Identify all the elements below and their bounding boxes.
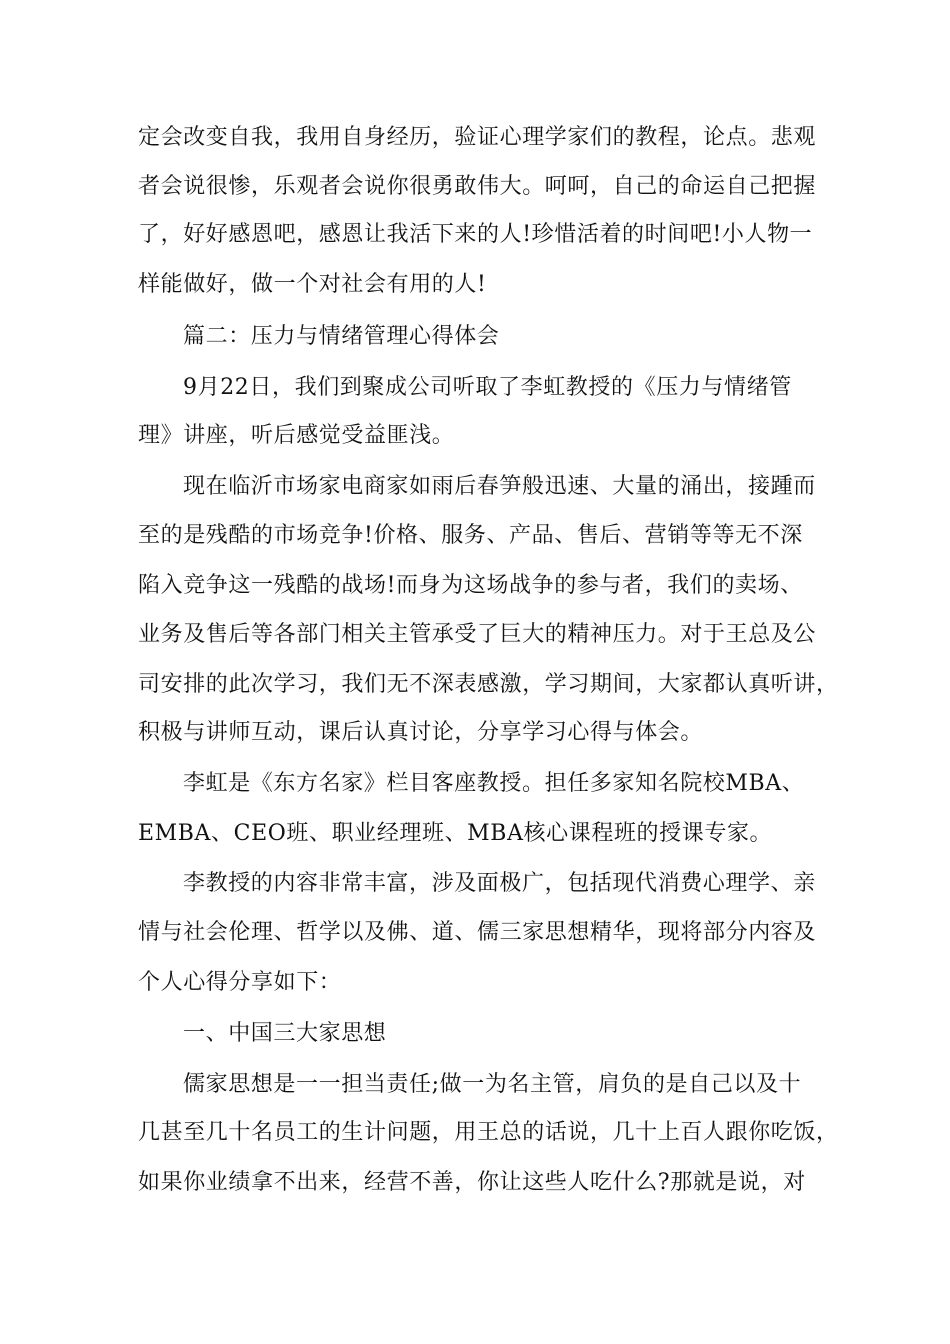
- text-line: 儒家思想是一一担当责任;做一为名主管，肩负的是自己以及十: [183, 1072, 802, 1097]
- text-line: 者会说很惨，乐观者会说你很勇敢伟大。呵呵，自己的命运自己把握: [138, 174, 817, 199]
- text-line: 了，好好感恩吧，感恩让我活下来的人!珍惜活着的时间吧!小人物一: [138, 222, 813, 247]
- text-line: 样能做好，做一个对社会有用的人!: [138, 272, 487, 297]
- text-line: 几甚至几十名员工的生计问题，用王总的话说，几十上百人跟你吃饭，: [138, 1120, 839, 1145]
- text-line: 至的是残酷的市场竞争!价格、服务、产品、售后、营销等等无不深: [138, 523, 803, 548]
- text-line: 现在临沂市场家电商家如雨后春笋般迅速、大量的涌出，接踵而: [183, 474, 816, 499]
- text-line: 个人心得分享如下：: [138, 970, 342, 995]
- text-line: 李教授的内容非常丰富，涉及面极广，包括现代消费心理学、亲: [183, 871, 816, 896]
- text-line: 司安排的此次学习，我们无不深表感激，学习期间，大家都认真听讲，: [138, 672, 839, 697]
- text-line: 9月22日，我们到聚成公司听取了李虹教授的《压力与情绪管: [183, 375, 792, 400]
- text-line: 理》讲座，听后感觉受益匪浅。: [138, 423, 455, 448]
- text-line: 如果你业绩拿不出来，经营不善，你让这些人吃什么?那就是说，对: [138, 1170, 806, 1195]
- text-line: 情与社会伦理、哲学以及佛、道、儒三家思想精华，现将部分内容及: [138, 920, 817, 945]
- text-line: 业务及售后等各部门相关主管承受了巨大的精神压力。对于王总及公: [138, 622, 817, 647]
- section-heading: 篇二：压力与情绪管理心得体会: [183, 324, 500, 349]
- text-line: 定会改变自我，我用自身经历，验证心理学家们的教程，论点。悲观: [138, 125, 817, 150]
- text-line: 李虹是《东方名家》栏目客座教授。担任多家知名院校MBA、: [183, 771, 805, 796]
- text-line: 陷入竞争这一残酷的战场!而身为这场战争的参与者，我们的卖场、: [138, 573, 803, 598]
- text-line: EMBA、CEO班、职业经理班、MBA核心课程班的授课专家。: [138, 821, 773, 846]
- section-heading: 一、中国三大家思想: [183, 1021, 387, 1046]
- text-line: 积极与讲师互动，课后认真讨论，分享学习心得与体会。: [138, 720, 704, 745]
